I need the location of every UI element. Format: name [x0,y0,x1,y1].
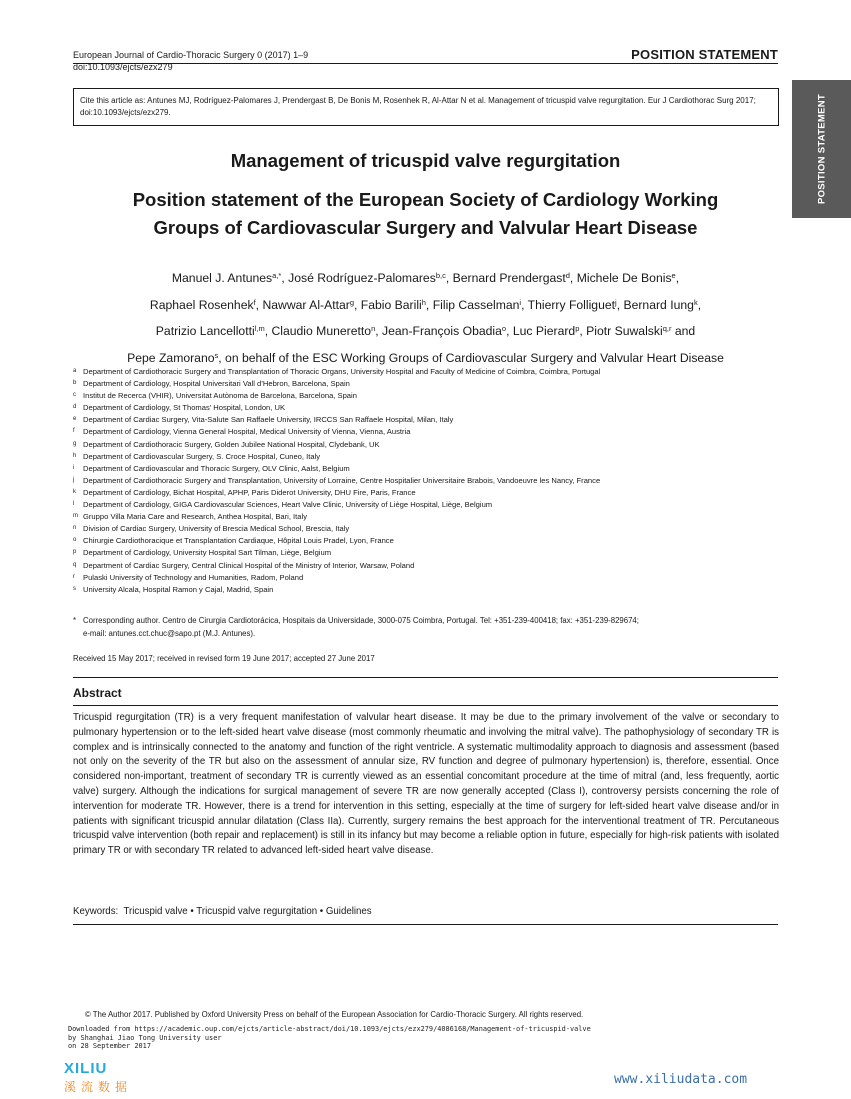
author-affiliation-marker: h [421,297,426,307]
affiliation-marker: i [73,464,75,471]
affiliation-marker: p [73,549,77,556]
author-name: Bernard Prendergast [452,271,566,285]
affiliation-item [73,487,783,499]
copyright-notice: © The Author 2017. Published by Oxford University Press on behalf of the European Association for Cardio-Thoracic Surgery. All rights reserved. [85,1010,584,1019]
watermark-logo-cn: 溪流数据 [64,1080,133,1094]
affiliation-marker: n [73,525,77,532]
affiliation-text: Pulaski University of Technology and Humanities, Radom, Poland [83,572,304,582]
affiliation-marker: l [73,501,75,508]
keywords-label: Keywords: [73,906,119,917]
author-name: Luc Pierard [512,324,576,338]
author-affiliation-marker: o [501,324,507,333]
author-affiliation-marker: k [693,297,698,307]
affiliation-item [73,523,783,535]
affiliation-text: Gruppo Villa Maria Care and Research, Anthea Hospital, Bari, Italy [83,512,307,522]
affiliation-text: Institut de Recerca (VHIR), Universitat Autònoma de Barcelona, Barcelona, Spain [83,391,357,401]
affiliation-item [73,584,783,596]
affiliation-text: Department of Cardiac Surgery, Central Clinical Hospital of the Ministry of Interior, Warsaw, Poland [83,560,415,570]
author [453,271,570,285]
affiliation-marker: j [73,476,75,483]
affiliation-item [73,560,783,572]
author-name: Michele De Bonis [576,271,672,285]
affiliation-marker: s [73,585,76,592]
affiliation-item [73,414,783,426]
author [127,351,218,365]
affiliation-item [73,572,783,584]
subtitle-line-1: Position statement of the European Society of Cardiology Working [132,189,719,210]
affiliation-marker: o [73,537,77,544]
author [528,298,617,312]
author [513,324,580,338]
affiliation-text: Department of Cardiology, St Thomas’ Hospital, London, UK [83,403,286,413]
watermark-logo: XILIU [64,1060,108,1077]
keywords [73,906,372,917]
affiliation-marker: h [73,452,77,459]
author-affiliation-marker: i [519,297,522,307]
author-name: Fabio Barili [360,297,422,312]
affiliation-text: Department of Cardiology, Hospital Universitari Vall d’Hebron, Barcelona, Spain [83,379,350,389]
download-line-2: by Shanghai Jiao Tong University user [68,1033,222,1042]
corresponding-author [73,615,785,640]
download-line-3: on 28 September 2017 [68,1042,151,1051]
corresponding-line-1: Corresponding author. Centro de Cirurgia Cardiotorácica, Hospitais da Universidade, 3000-075 Coimbra, Portugal. Tel: +351-239-400418; fax: +351-239-829674; [83,616,639,625]
keywords-values: Tricuspid valve • Tricuspid valve regurgitation • Guidelines [123,906,372,917]
affiliation-item [73,451,783,463]
affiliation-item [73,475,783,487]
author [623,298,697,312]
affiliation-text: Chirurgie Cardiothoracique et Transplantation Cardiaque, Hôpital Louis Pradel, Lyon, France [83,536,394,546]
affiliation-item [73,535,783,547]
author-affiliation-marker: d [565,271,570,280]
abstract-heading: Abstract [73,686,122,700]
affiliation-text: Department of Cardiovascular and Thoracic Surgery, OLV Clinic, Aalst, Belgium [83,463,350,473]
author [288,271,446,285]
author-name: Bernard Iung [623,297,694,312]
affiliation-item [73,426,783,438]
affiliation-text: Department of Cardiology, Bichat Hospital, APHP, Paris Diderot University, DHU Fire, Paris, France [83,487,416,497]
side-tab-label: POSITION STATEMENT [816,93,827,205]
header-rule [73,63,778,64]
doi-line: doi:10.1093/ejcts/ezx279 [73,62,173,72]
affiliation-marker: d [73,404,77,411]
author-name: Manuel J. Antunes [171,271,273,285]
affiliation-list [73,366,783,596]
author-name: Pepe Zamorano [127,350,215,365]
author [172,271,281,285]
affiliation-text: Department of Cardiovascular Surgery, S. Croce Hospital, Cuneo, Italy [83,451,321,461]
author-name: Nawwar Al-Attar [262,297,350,312]
affiliation-item [73,499,783,511]
affiliation-item [73,378,783,390]
affiliation-marker: f [73,428,75,435]
affiliation-text: Department of Cardiology, University Hospital Sart Tilman, Liège, Belgium [83,548,332,558]
author [271,324,375,338]
affiliation-text: Department of Cardiothoracic Surgery and Transplantation, University of Lorraine, Centre Hospitalier Universitaire Brabois, Vandoeuvre les Nancy, France [83,475,601,485]
affiliation-marker: a [73,368,77,374]
author-conjunction: and [674,324,696,338]
author [586,324,671,338]
affiliation-text: Department of Cardiology, Vienna General Hospital, Medical University of Vienna, Vienna, Austria [83,427,411,437]
abstract-top-rule [73,677,778,678]
download-stamp [68,1025,591,1051]
author-group-suffix: , on behalf of the ESC Working Groups of Cardiovascular Surgery and Valvular Heart Disease [218,350,724,365]
affiliation-marker: g [73,440,77,447]
affiliation-item [73,402,783,414]
author [361,298,426,312]
affiliation-text: Division of Cardiac Surgery, University of Brescia Medical School, Brescia, Italy [83,524,350,534]
article-subtitle [73,186,778,242]
affiliation-text: Department of Cardiology, GIGA Cardiovascular Sciences, Heart Valve Clinic, University of Liège Hospital, Liège, Belgium [83,500,493,510]
author-affiliation-marker: n [371,324,376,333]
author-name: Raphael Rosenhek [149,297,254,312]
affiliation-marker: b [73,380,77,387]
affiliation-marker: c [73,392,76,399]
corresponding-marker: * [73,616,77,625]
affiliation-marker: e [73,416,77,423]
affiliation-item [73,511,783,523]
affiliation-marker: q [73,561,77,568]
author-affiliation-marker: f [253,297,256,307]
received-dates: Received 15 May 2017; received in revised form 19 June 2017; accepted 27 June 2017 [73,654,375,663]
affiliation-text: University Alcala, Hospital Ramon y Cajal, Madrid, Spain [83,584,274,594]
author [382,324,506,338]
author-name: Filip Casselman [432,297,520,312]
affiliation-item [73,439,783,451]
author-name: Piotr Suwalski [586,324,663,338]
affiliation-text: Department of Cardiothoracic Surgery, Golden Jubilee National Hospital, Clydebank, UK [83,439,380,449]
author-list: Manuel J. Antunes$^{a,*}$, José Rodríguez-Palomares$^{b,c}$, Bernard Prendergast$^d$, Michele De Bonis$^e$, Raphael Rosenhek$^f$, Nawwar Al-Attar$^g$, Fabio Barili$^h$, Filip Casselman$^i$, Thierry Folliguet$^j$, Bernard Iung$^k$, Patrizio Lancellotti$^{l,m}$, Claudio Muneretto$^n$, Jean-François Obadia$^o$, Luc Pierard$^p$, Piotr Suwalski$^{q,r}$ and Pepe Zamorano$^s$, on behalf of the ESC Working Groups of Cardiovascular Surgery and Valvular Heart Disease [127,271,724,365]
section-label: POSITION STATEMENT [631,47,778,62]
author-name: Patrizio Lancellotti [155,324,255,338]
journal-citation-header [73,49,308,73]
download-line-1: Downloaded from https://academic.oup.com/ejcts/article-abstract/doi/10.1093/ejcts/ezx279/4086168/Management-of-tricuspid-valve [68,1025,591,1033]
affiliation-marker: r [73,573,75,580]
abstract-heading-rule [73,705,778,706]
author-affiliation-marker: a,* [272,271,282,280]
affiliation-item [73,390,783,402]
author-name: Thierry Folliguet [527,297,616,312]
affiliation-item [73,463,783,475]
author-name: José Rodríguez-Palomares [288,271,436,285]
author [262,298,354,312]
subtitle-line-2: Groups of Cardiovascular Surgery and Valvular Heart Disease [153,217,698,238]
author-affiliation-marker: l,m [254,324,265,333]
author-affiliation-marker: s [214,350,219,360]
author [433,298,521,312]
corresponding-email-line[interactable]: e-mail: antunes.cct.chuc@sapo.pt (M.J. Antunes). [83,628,256,638]
article-title: Management of tricuspid valve regurgitation [230,150,621,171]
keywords-rule [73,924,778,925]
journal-line: European Journal of Cardio-Thoracic Surgery 0 (2017) 1–9 [73,50,309,60]
author-affiliation-marker: g [349,297,354,307]
abstract-body: Tricuspid regurgitation (TR) is a very frequent manifestation of valvular heart disease. It may be due to the primary involvement of the valve or secondary to pulmonary hypertension or to the left-sided heart valve disease (most commonly rheumatic and involving the mitral valve). The pathophysiology of secondary TR is complex and is intrinsically connected to the anatomy and function of the right ventricle. A systematic multimodality approach to diagnosis and assessment (based not only on the severity of the TR but also on the assessment of annular size, RV function and degree of pulmonary hypertension) is, therefore, essential. Once considered non-important, treatment of secondary TR is currently viewed as an essential concomitant procedure at the time of mitral (and, less frequently, aortic valve) surgery. Although the indications for surgical management of severe TR are now generally accepted (Class I), controversy persists concerning the role of intervention for moderate TR. However, there is a trend for intervention in this setting, especially at the time of surgery for left-sided heart valve disease and/or in patients with significant tricuspid annular dilatation (Class IIa). Currently, surgery remains the best approach for the interventional treatment of TR. Percutaneous tricuspid valve intervention (both repair and replacement) is still in its infancy but may become a reliable option in future, especially for high-risk patients with isolated primary TR or with secondary TR related to advanced left-sided heart valve disease. [73,712,779,857]
affiliation-text: Department of Cardiothoracic Surgery and Transplantation of Thoracic Organs, University Hospital and Faculty of Medicine of Coimbra, Coimbra, Portugal [83,367,601,376]
affiliation-item [73,547,783,559]
affiliation-marker: k [73,488,76,495]
affiliation-marker: m [73,513,78,520]
author-affiliation-marker: b,c [435,271,446,280]
author [150,298,256,312]
affiliation-text: Department of Cardiac Surgery, Vita-Salute San Raffaele University, IRCCS San Raffaele Hospital, Milan, Italy [83,415,454,425]
affiliation-item [73,366,783,378]
author-name: Claudio Muneretto [271,324,372,338]
author-affiliation-marker: e [671,271,676,280]
cite-box: Cite this article as: Antunes MJ, Rodríguez-Palomares J, Prendergast B, De Bonis M, Rosenhek R, Al-Attar N et al. Management of tricuspid valve regurgitation. Eur J Cardiothorac Surg 2017; doi:10.1093/ejcts/ezx279. [73,88,779,126]
author-affiliation-marker: j [615,297,617,307]
watermark-site-link[interactable]: www.xiliudata.com [614,1072,748,1087]
side-section-tab [792,80,851,218]
author [577,271,676,285]
author-name: Jean-François Obadia [382,324,502,338]
author-affiliation-marker: q,r [662,324,672,333]
author-affiliation-marker: p [575,324,580,333]
author [156,324,265,338]
